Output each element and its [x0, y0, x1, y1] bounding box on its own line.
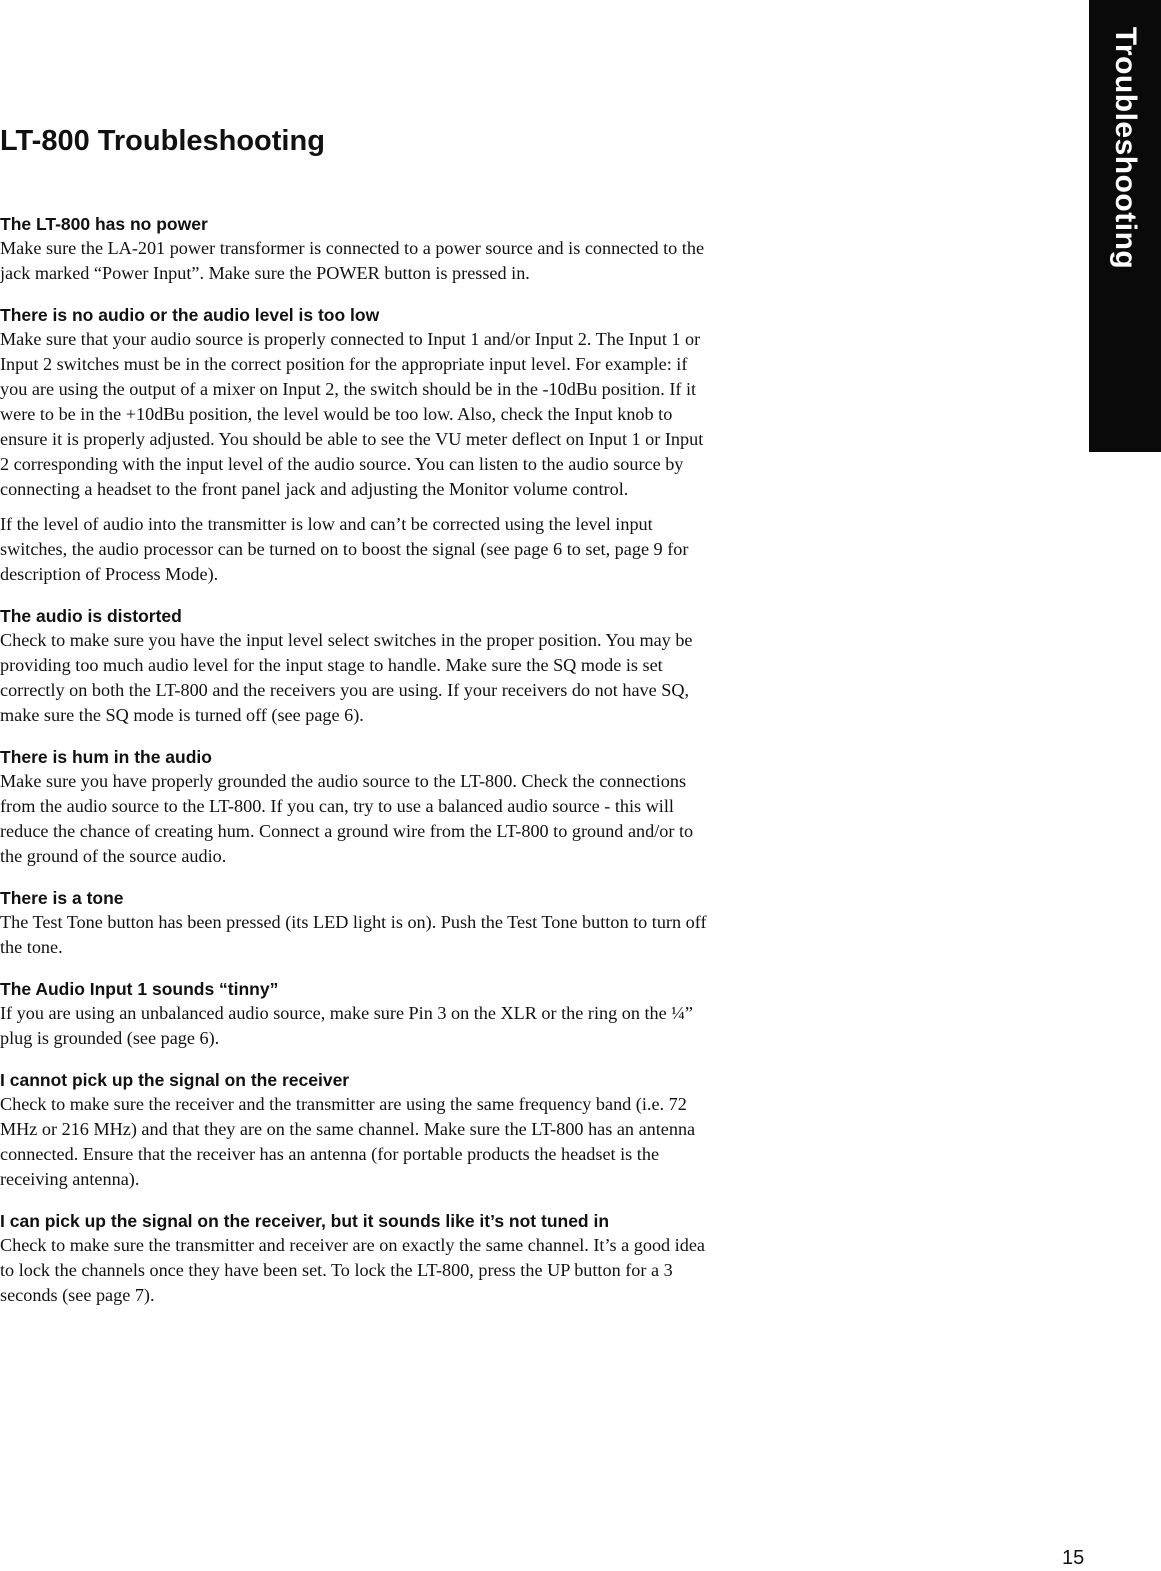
section-paragraph: If the level of audio into the transmitter is low and can’t be corrected using the level input switches, the audio processor can be turned on to boost the signal (see page 6 to set, page 9 for description of Process Mode). — [0, 514, 689, 584]
section-paragraph: Check to make sure you have the input level select switches in the proper position. You may be providing too much audio level for the input stage to handle. Make sure the SQ mode is set correctly on both the LT-800 and the receivers you are using. If your receivers do not have SQ, make sure the SQ mode is turned off (see page 6). — [0, 630, 693, 725]
section-no-power — [0, 212, 712, 286]
section-heading: There is no audio or the audio level is too low — [0, 305, 380, 325]
section-paragraph: Check to make sure the transmitter and receiver are on exactly the same channel. It’s a good idea to lock the channels once they have been set. To lock the LT-800, press the UP button for a 3 seconds (see page 7). — [0, 1235, 705, 1305]
section-paragraph: Make sure you have properly grounded the audio source to the LT-800. Check the connections from the audio source to the LT-800. If you can, try to use a balanced audio source - this will reduce the chance of creating hum. Connect a ground wire from the LT-800 to ground and/or to the ground of the source audio. — [0, 771, 694, 866]
section-paragraph: The Test Tone button has been pressed (its LED light is on). Push the Test Tone button to turn off the tone. — [0, 912, 707, 957]
side-tab-label: Troubleshooting — [1109, 26, 1142, 270]
document-body — [0, 122, 712, 1325]
section-heading: The audio is distorted — [0, 606, 182, 626]
page-number: 15 — [1062, 1547, 1085, 1569]
section-heading: The LT-800 has no power — [0, 214, 208, 234]
section-hum — [0, 745, 712, 869]
section-paragraph: Check to make sure the receiver and the transmitter are using the same frequency band (i.e. 72 MHz or 216 MHz) and that they are on the same channel. Make sure the LT-800 has an antenna connected. Ensure that the receiver has an antenna (for portable products the headset is the receiving antenna). — [0, 1094, 696, 1189]
section-paragraph: If you are using an unbalanced audio source, make sure Pin 3 on the XLR or the ring on the ¼” plug is grounded (see page 6). — [0, 1003, 693, 1048]
section-no-audio — [0, 303, 712, 587]
section-side-tab — [1089, 0, 1161, 452]
section-not-tuned — [0, 1209, 712, 1308]
section-heading: There is a tone — [0, 888, 124, 908]
section-no-signal — [0, 1068, 712, 1192]
section-heading: I cannot pick up the signal on the receiver — [0, 1070, 350, 1090]
page-title: LT-800 Troubleshooting — [0, 125, 325, 157]
section-audio-distorted — [0, 604, 712, 728]
section-paragraph: Make sure that your audio source is properly connected to Input 1 and/or Input 2. The Input 1 or Input 2 switches must be in the correct position for the appropriate input level. For example: if you are using the output of a mixer on Input 2, the switch should be in the -10dBu position. If it were to be in the +10dBu position, the level would be too low. Also, check the Input knob to ensure it is properly adjusted. You should be able to see the VU meter deflect on Input 1 or Input 2 corresponding with the input level of the audio source. You can listen to the audio source by connecting a headset to the front panel jack and adjusting the Monitor volume control. — [0, 329, 704, 499]
section-heading: There is hum in the audio — [0, 747, 212, 767]
section-tinny — [0, 977, 712, 1051]
section-tone — [0, 886, 712, 960]
section-paragraph: Make sure the LA-201 power transformer is connected to a power source and is connected to the jack marked “Power Input”. Make sure the POWER button is pressed in. — [0, 238, 705, 283]
section-heading: The Audio Input 1 sounds “tinny” — [0, 979, 279, 999]
section-heading: I can pick up the signal on the receiver, but it sounds like it’s not tuned in — [0, 1211, 610, 1231]
